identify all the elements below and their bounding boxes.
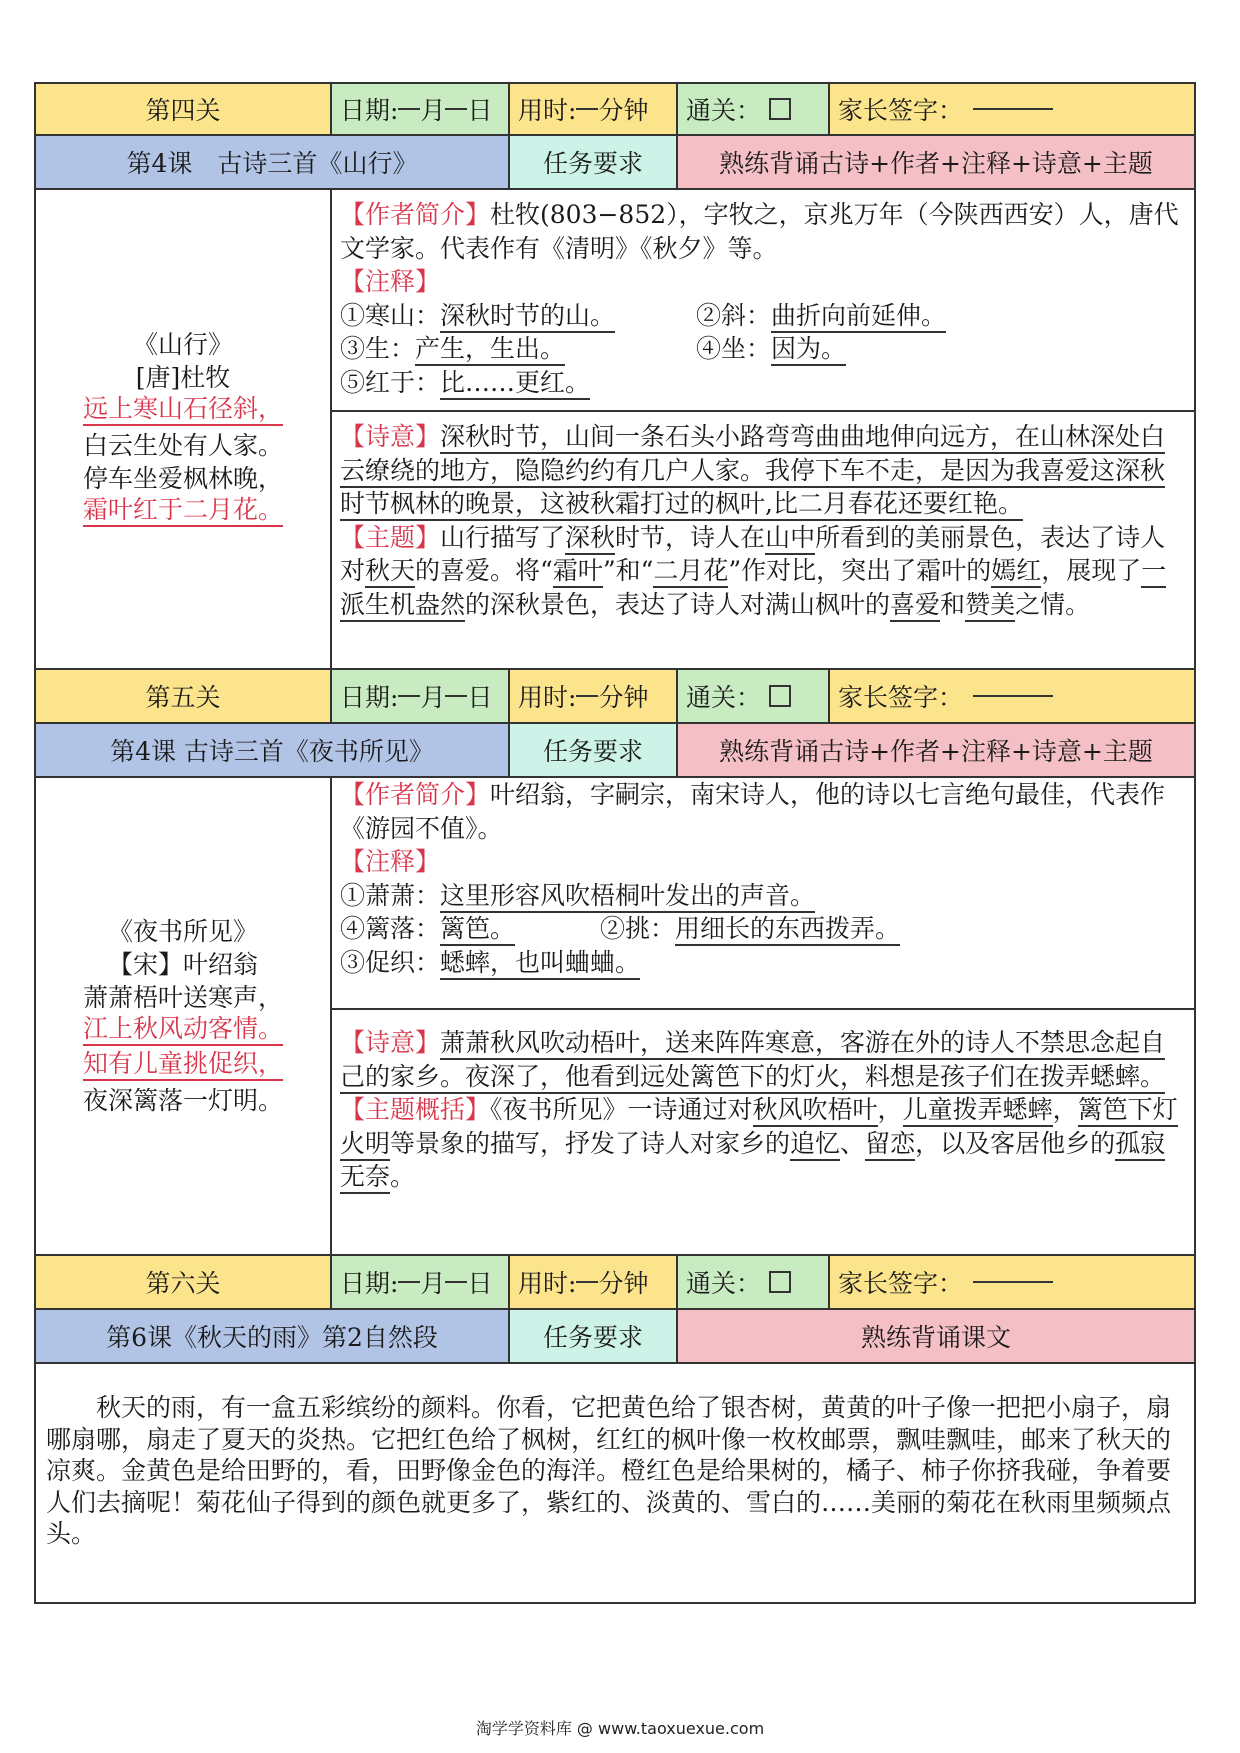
meaning-theme-section <box>332 1010 1194 1194</box>
date-field[interactable]: 日期: 月 日 <box>330 670 508 724</box>
level-5-task <box>34 724 1196 778</box>
worksheet <box>34 82 1196 1604</box>
theme-keyword: 篱笆下灯火明 <box>340 1095 1178 1161</box>
poem-line: 停车坐爱枫林晚， <box>82 464 283 493</box>
time-field[interactable]: 用时: 分钟 <box>508 84 676 136</box>
task-label: 任务要求 <box>508 1310 676 1364</box>
pass-field[interactable]: 通关： <box>676 84 828 136</box>
theme-keyword: 一派生机盎然 <box>340 556 1166 622</box>
note-row: ①寒山：深秋时节的山。 ②斜：曲折向前延伸。 <box>340 299 1188 333</box>
theme-text: ，以及客居他乡的 <box>915 1128 1116 1158</box>
theme-text: ， <box>1052 1095 1078 1124</box>
poem-meaning: 【诗意】深秋时节，山间一条石头小路弯弯曲曲地伸向远方，在山林深处白云缭绕的地方，隐隐约约有几户人家。我停下车不走，是因为我喜爱这深秋时节枫林的晚景，这被秋霜打过的枫叶,比二月春花还要红艳。 <box>340 420 1188 521</box>
poem-line: 远上寒山石径斜， <box>83 394 283 426</box>
theme-text: 的深秋景色，表达了诗人对满山枫叶的 <box>465 589 891 619</box>
level-4-body <box>34 190 1196 670</box>
theme-text: 。 <box>390 1162 416 1191</box>
explanation-panel <box>330 190 1194 670</box>
task-label: 任务要求 <box>508 136 676 190</box>
author-notes-section <box>332 778 1194 1010</box>
poem-line: 知有儿童挑促织， <box>83 1049 283 1081</box>
theme-text: 等景象的描写，抒发了诗人对家乡的 <box>390 1128 791 1158</box>
theme-keyword: 秋风吹梧叶 <box>753 1095 878 1127</box>
level-title: 第五关 <box>36 670 330 724</box>
time-field[interactable]: 用时: 分钟 <box>508 1256 676 1310</box>
note-row: ③生：产生，生出。 ④坐：因为。 <box>340 332 1188 366</box>
theme-keyword: 二月花 <box>653 556 728 588</box>
poem-title: 《夜书所见》 <box>107 917 258 946</box>
pass-field[interactable]: 通关： <box>676 670 828 724</box>
theme-text: 的喜爱。将“ <box>415 556 553 585</box>
theme-text: 《夜书所见》一诗通过对 <box>490 1095 753 1124</box>
pass-field[interactable]: 通关： <box>676 1256 828 1310</box>
level-6-body <box>34 1364 1196 1604</box>
poem-author: [唐]杜牧 <box>135 363 231 392</box>
theme-keyword: 嫣红 <box>991 556 1041 588</box>
theme-keyword: 山中 <box>765 523 815 555</box>
notes-label: 【注释】 <box>340 267 441 296</box>
poem-line: 夜深篱落一灯明。 <box>82 1086 283 1115</box>
theme-keyword: 赞美 <box>965 590 1015 622</box>
pass-checkbox[interactable] <box>769 685 791 707</box>
poem-meaning: 【诗意】萧萧秋风吹动梧叶，送来阵阵寒意，客游在外的诗人不禁思念起自己的家乡。夜深了，他看到远处篱笆下的灯火，料想是孩子们在拨弄蟋蟀。 <box>340 1026 1188 1093</box>
level-4-header <box>34 82 1196 136</box>
time-field[interactable]: 用时: 分钟 <box>508 670 676 724</box>
level-6-header <box>34 1256 1196 1310</box>
theme-keyword: 追忆 <box>790 1129 840 1161</box>
task-requirement: 熟练背诵古诗+作者+注释+诗意+主题 <box>676 136 1194 190</box>
level-5-body <box>34 778 1196 1256</box>
level-title: 第四关 <box>36 84 330 136</box>
theme-keyword: 儿童拨弄蟋蟀 <box>903 1095 1053 1127</box>
pass-checkbox[interactable] <box>769 98 791 120</box>
author-intro: 【作者简介】叶绍翁，字嗣宗，南宋诗人，他的诗以七言绝句最佳，代表作《游园不值》。 <box>340 780 1166 843</box>
note-row: ④篱落：篱笆。 ②挑：用细长的东西拨弄。 <box>340 912 1188 946</box>
theme-keyword: 喜爱 <box>890 590 940 622</box>
theme-text: 之情。 <box>1015 589 1091 619</box>
theme-text: 时节，诗人在 <box>615 522 766 552</box>
task-requirement: 熟练背诵古诗+作者+注释+诗意+主题 <box>676 724 1194 778</box>
poem-title: 《山行》 <box>132 330 233 359</box>
pass-checkbox[interactable] <box>769 1271 791 1293</box>
recitation-passage: 秋天的雨，有一盒五彩缤纷的颜料。你看，它把黄色给了银杏树，黄黄的叶子像一把把小扇子，扇哪扇哪，扇走了夏天的炎热。它把红色给了枫树，红红的枫叶像一枚枚邮票，飘哇飘哇，邮来了秋天的凉爽。金黄色是给田野的，看，田野像金色的海洋。橙红色是给果树的，橘子、柿子你挤我碰，争着要人们去摘呢！菊花仙子得到的颜色就更多了，紫红的、淡黄的、雪白的……美丽的菊花在秋雨里频频点头。 <box>36 1364 1194 1604</box>
theme-text: ”作对比，突出了霜叶的 <box>728 556 992 585</box>
lesson-title: 第4课 古诗三首《山行》 <box>36 136 508 190</box>
lesson-title: 第6课《秋天的雨》第2自然段 <box>36 1310 508 1364</box>
parent-sign-field[interactable]: 家长签字： <box>828 670 1194 724</box>
poem-panel <box>36 190 330 670</box>
notes-label: 【注释】 <box>340 847 441 876</box>
note-row: ③促织：蟋蟀，也叫蛐蛐。 <box>340 946 1188 980</box>
task-requirement: 熟练背诵课文 <box>676 1310 1194 1364</box>
theme-text: 、 <box>840 1128 866 1158</box>
lesson-title: 第4课 古诗三首《夜书所见》 <box>36 724 508 778</box>
theme-text: 山行描写了 <box>440 522 566 552</box>
parent-sign-field[interactable]: 家长签字： <box>828 1256 1194 1310</box>
theme-keyword: 霜叶 <box>553 556 603 588</box>
poem-line: 霜叶红于二月花。 <box>83 495 283 527</box>
poem-line: 白云生处有人家。 <box>82 431 283 460</box>
poem-theme: 【主题】山行描写了深秋时节，诗人在山中所看到的美丽景色，表达了诗人对秋天的喜爱。将“霜叶”和“二月花”作对比，突出了霜叶的嫣红，展现了一派生机盎然的深秋景色，表达了诗人对满山枫叶的喜爱和赞美之情。 <box>340 521 1188 622</box>
theme-keyword: 孤寂无奈 <box>340 1129 1165 1195</box>
level-4-task <box>34 136 1196 190</box>
note-row: ⑤红于：比……更红。 <box>340 366 1188 400</box>
theme-text: 和 <box>940 589 966 619</box>
poem-panel <box>36 778 330 1256</box>
date-field[interactable]: 日期: 月 日 <box>330 84 508 136</box>
author-intro: 【作者简介】杜牧(803−852），字牧之，京兆万年（今陕西西安）人，唐代文学家。代表作有《清明》《秋夕》等。 <box>340 200 1179 263</box>
level-6-task <box>34 1310 1196 1364</box>
task-label: 任务要求 <box>508 724 676 778</box>
date-field[interactable]: 日期: 月 日 <box>330 1256 508 1310</box>
explanation-panel <box>330 778 1194 1256</box>
theme-text: ，展现了 <box>1041 556 1142 585</box>
poem-line: 江上秋风动客情。 <box>83 1014 283 1046</box>
theme-text: 所看到的美丽景色，表达了诗人对 <box>340 522 1166 585</box>
theme-text: ”和“ <box>602 556 654 585</box>
parent-sign-field[interactable]: 家长签字： <box>828 84 1194 136</box>
author-notes-section <box>332 190 1194 412</box>
poem-author: 【宋】叶绍翁 <box>107 950 258 979</box>
level-5-header <box>34 670 1196 724</box>
poem-theme: 【主题概括】《夜书所见》一诗通过对秋风吹梧叶，儿童拨弄蟋蟀，篱笆下灯火明等景象的描写，抒发了诗人对家乡的追忆、留恋，以及客居他乡的孤寂无奈。 <box>340 1093 1188 1194</box>
footer-watermark: 淘学学资料库 @ www.taoxuexue.com <box>475 1719 765 1738</box>
theme-text: ， <box>877 1095 903 1124</box>
level-title: 第六关 <box>36 1256 330 1310</box>
theme-keyword: 留恋 <box>865 1129 915 1161</box>
meaning-theme-section <box>332 412 1194 621</box>
poem-line: 萧萧梧叶送寒声， <box>82 983 283 1012</box>
theme-keyword: 秋天 <box>365 556 415 588</box>
note-row: ①萧萧：这里形容风吹梧桐叶发出的声音。 <box>340 879 1188 913</box>
theme-keyword: 深秋 <box>565 523 615 555</box>
